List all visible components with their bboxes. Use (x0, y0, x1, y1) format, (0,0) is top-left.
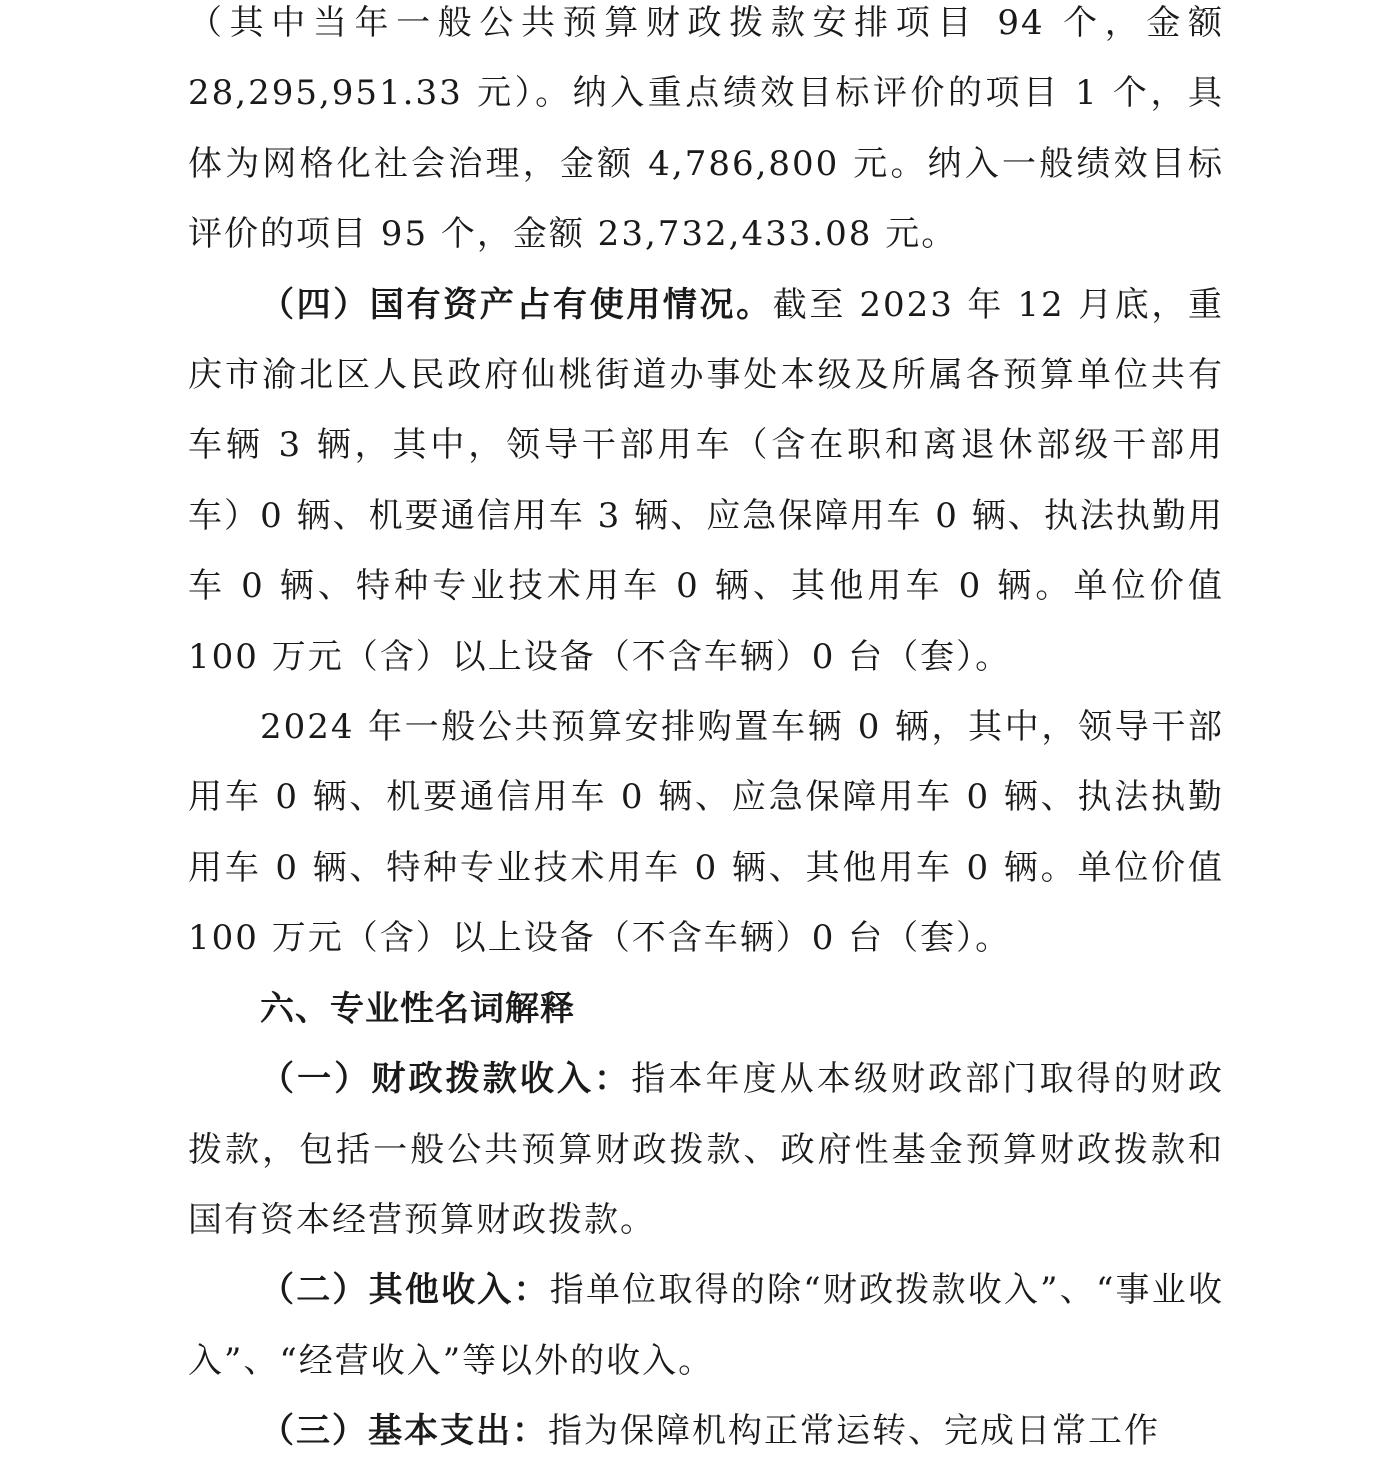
paragraph-state-assets (188, 270, 1224, 692)
paragraph-2024-vehicles: 2024 年一般公共预算安排购置车辆 0 辆，其中，领导干部用车 0 辆、机要通信用车 0 辆、应急保障用车 0 辆、执法执勤用车 0 辆、特种专业技术用车 0 辆、其他用车 0 辆。单位价值 100 万元（含）以上设备（不含车辆）0 台（套）。 (188, 707, 1224, 959)
term-body-other-income: 指单位取得的除“财政拨款收入”、“事业收入”、“经营收入”等以外的收入。 (188, 1270, 1224, 1381)
section-lead-state-assets: （四）国有资产占有使用情况。 (260, 284, 773, 325)
state-assets-body: 截至 2023 年 12 月底，重庆市渝北区人民政府仙桃街道办事处本级及所属各预算单位共有车辆 3 辆，其中，领导干部用车（含在职和离退休部级干部用车）0 辆、机要通信用车 3 辆、应急保障用车 0 辆、执法执勤用车 0 辆、特种专业技术用车 0 辆、其他用车 0 辆。单位价值 100 万元（含）以上设备（不含车辆）0 台（套）。 (188, 284, 1224, 677)
term-lead-basic-expenditure: （三）基本支出： (260, 1411, 548, 1452)
paragraph-term-fiscal-income (188, 1044, 1224, 1255)
document-page (188, 0, 1224, 1467)
term-body-fiscal-income: 指本年度从本级财政部门取得的财政拨款，包括一般公共预算财政拨款、政府性基金预算财政拨款和国有资本经营预算财政拨款。 (188, 1059, 1225, 1240)
paragraph-term-basic-expenditure (188, 1396, 1224, 1466)
section-heading-terms: 六、专业性名词解释 (260, 988, 575, 1029)
term-body-basic-expenditure: 指为保障机构正常运转、完成日常工作 (548, 1411, 1160, 1452)
paragraph-term-other-income (188, 1255, 1224, 1396)
term-lead-fiscal-income: （一）财政拨款收入： (260, 1059, 632, 1100)
term-lead-other-income: （二）其他收入： (260, 1270, 550, 1311)
paragraph-performance-projects: （其中当年一般公共预算财政拨款安排项目 94 个，金额 28,295,951.33 元）。纳入重点绩效目标评价的项目 1 个，具体为网格化社会治理，金额 4,786,800 元。纳入一般绩效目标评价的项目 95 个，金额 23,732,433.08 元。 (188, 3, 1224, 255)
